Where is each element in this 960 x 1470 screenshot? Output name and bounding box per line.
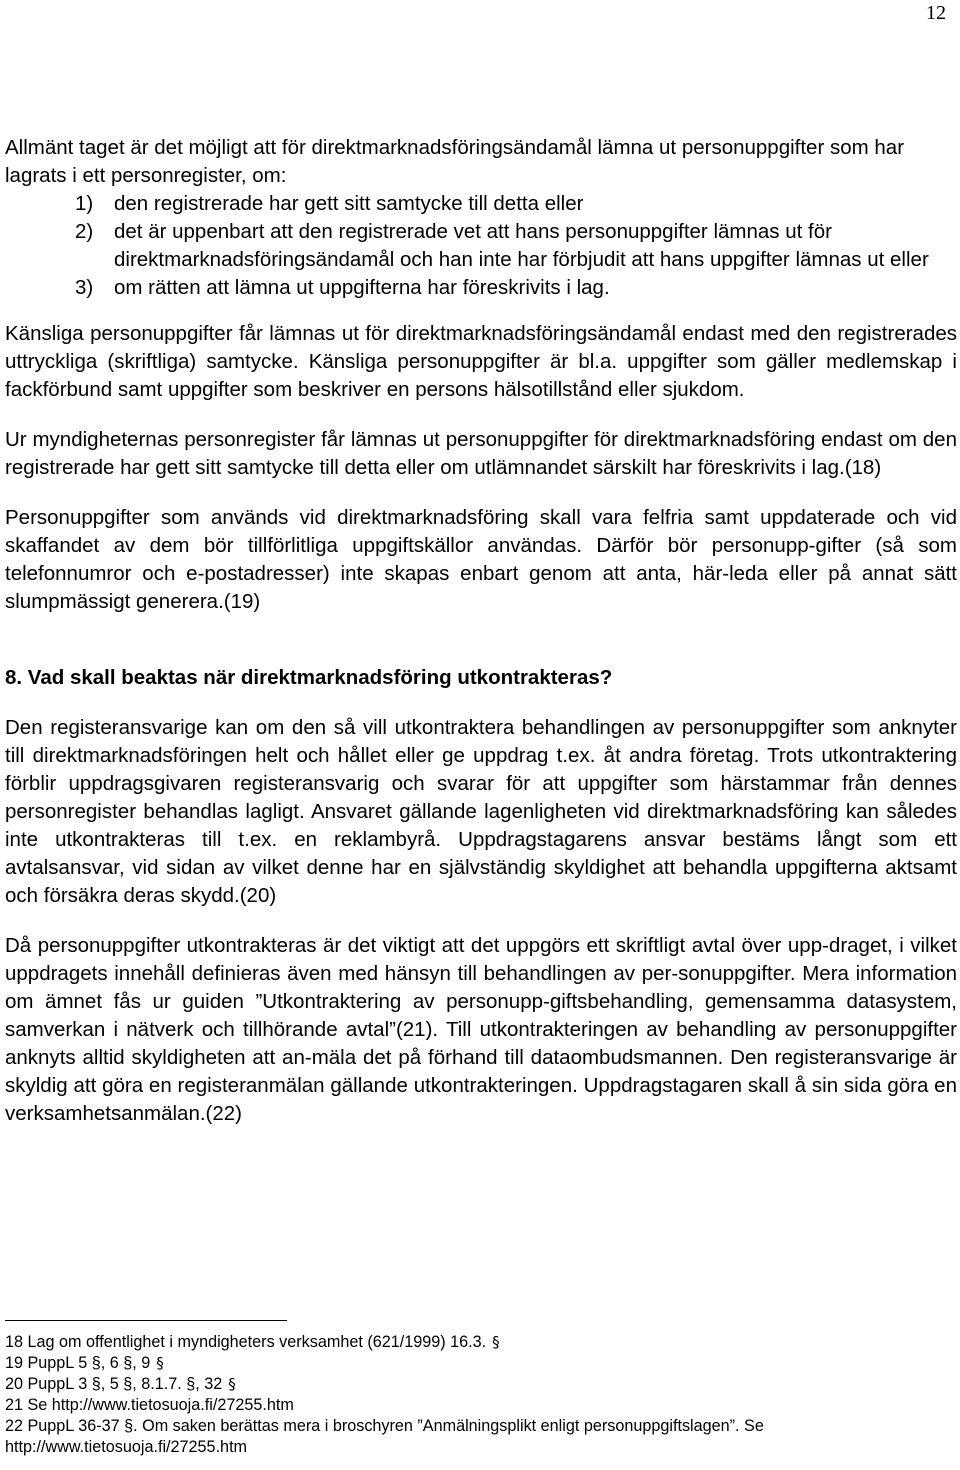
intro-paragraph: Allmänt taget är det möjligt att för direktmarknadsföringsändamål lämna ut personuppgifter som har lagrats i ett personregister, om: [5,136,905,187]
footnote-divider [5,1320,287,1321]
paragraph-outsourcing: Den registeransvarige kan om den så vill utkontraktera behandlingen av personuppgifter som anknyter till direktmarknadsföringen helt och hållet eller ge uppdrag t.ex. åt andra företag. Trots utkontraktering förblir uppdragsgivaren registeransvarig och svarar för att uppgifter som härstammar från dennes personregister behandlas lagligt. Ansvaret gällande lagenligheten vid direktmarknadsföring kan således inte utkontrakteras till t.ex. en reklambyrå. Uppdragstagarens ansvar bestäms långt som ett avtalsansvar, vid sidan av vilket denne har en självständig skyldighet att behandla uppgifterna aktsamt och försäkra deras skydd.(20) [5,716,957,907]
footnote-item: 22 PuppL 36-37 §. Om saken berättas mera i broschyren ”Anmälningsplikt enligt personuppgiftslagen”. Se [5,1417,764,1435]
conditions-list [5,190,957,302]
footnotes [5,1332,957,1458]
list-item-number: 3) [75,276,94,299]
list-item [5,274,957,302]
list-item-text: det är uppenbart att den registrerade vet att hans personuppgifter lämnas ut för direktmarknadsföringsändamål och han inte har förbjudit att hans uppgifter lämnas ut eller [114,220,929,271]
page-number: 12 [926,2,946,24]
footnote-item: 19 PuppL 5 §, 6 §, 9 § [5,1354,164,1372]
footnote-item: 18 Lag om offentlighet i myndigheters verksamhet (621/1999) 16.3. § [5,1333,500,1351]
list-item [5,190,957,218]
document-body [5,134,957,1128]
paragraph-outsourcing-agreement: Då personuppgifter utkontrakteras är det viktigt att det uppgörs ett skriftligt avtal över upp-draget, i vilket uppdragets innehåll definieras även med hänsyn till behandlingen av per-sonuppgifter. Mera information om ämnet fås ur guiden ”Utkontraktering av personupp-giftsbehandling, gemensamma datasystem, samverkan i nätverk och tillhörande avtal”(21). Till utkontrakteringen av behandling av personuppgifter anknyts alltid skyldigheten att an-mäla det på förhand till dataombudsmannen. Den registeransvarige är skyldig att göra en registeranmälan gällande utkontrakteringen. Uppdragstagaren skall å sin sida göra en verksamhetsanmälan.(22) [5,934,957,1125]
footnote-item: http://www.tietosuoja.fi/27255.htm [5,1438,248,1456]
paragraph-authority-registers: Ur myndigheternas personregister får lämnas ut personuppgifter för direktmarknadsföring endast om den registrerade har gett sitt samtycke till detta eller om utlämnandet särskilt har föreskrivits i lag.(18) [5,428,957,479]
section-heading: 8. Vad skall beaktas när direktmarknadsföring utkontrakteras? [5,666,613,689]
list-item [5,218,957,274]
list-item-text: om rätten att lämna ut uppgifterna har föreskrivits i lag. [114,276,610,299]
paragraph-sensitive-data: Känsliga personuppgifter får lämnas ut för direktmarknadsföringsändamål endast med den registrerades uttryckliga (skriftliga) samtycke. Känsliga personuppgifter är bl.a. uppgifter som gäller medlemskap i fackförbund samt uppgifter som beskriver en persons hälsotillstånd eller sjukdom. [5,322,957,401]
footnote-item: 20 PuppL 3 §, 5 §, 8.1.7. §, 32 § [5,1375,236,1393]
paragraph-data-accuracy: Personuppgifter som används vid direktmarknadsföring skall vara felfria samt uppdaterade och vid skaffandet av dem bör tillförlitliga uppgiftskällor användas. Därför bör personupp-gifter (så som telefonnumror och e-postadresser) inte skapas enbart genom att anta, här-leda eller på annat sätt slumpmässigt generera.(19) [5,506,957,613]
footnote-item: 21 Se http://www.tietosuoja.fi/27255.htm [5,1396,294,1414]
list-item-number: 1) [75,192,94,215]
list-item-number: 2) [75,220,94,243]
list-item-text: den registrerade har gett sitt samtycke till detta eller [114,192,584,215]
